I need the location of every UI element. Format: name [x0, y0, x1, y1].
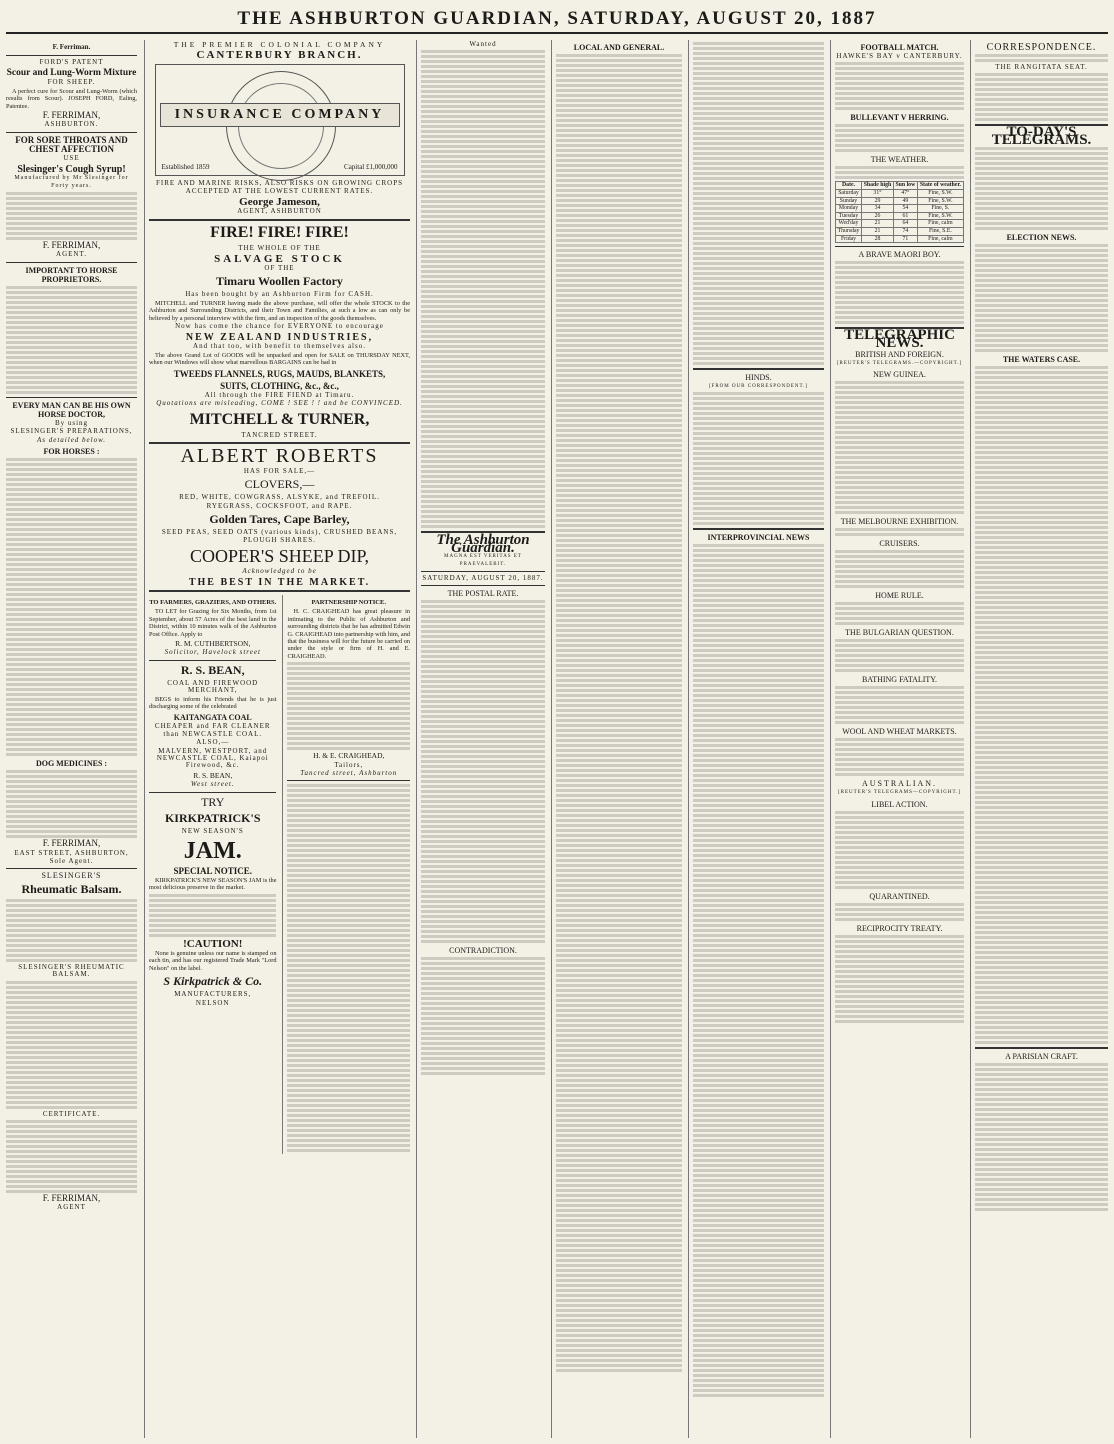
divider — [149, 219, 410, 221]
mitchell-description: MITCHELL and TURNER having made the above purchase, will offer the whole STOCK to the Ashburton and Surrounding Districts, and their Town and Families, at such a low as can only be believed by a personal interview with the firm, and an inspection of the goods themselves. — [149, 299, 410, 322]
salvage-stock: SALVAGE STOCK — [214, 253, 345, 266]
parisian-article — [975, 1063, 1108, 1211]
rheumatic-balsam-heading: Rheumatic Balsam. — [21, 881, 122, 896]
divider — [149, 442, 410, 444]
divider — [149, 792, 276, 793]
nelson: NELSON — [195, 998, 230, 1007]
jam-heading: JAM. — [183, 838, 242, 865]
cheaper-note: CHEAPER and FAR CLEANER than NEWCASTLE COAL. — [154, 722, 271, 738]
cell: 26 — [862, 212, 894, 220]
partnership-heading: PARTNERSHIP NOTICE. — [311, 599, 386, 607]
cuthbertson: R. M. CUTHBERTSON, — [175, 638, 251, 648]
scour-description: A perfect cure for Scour and Lung-Worm (which results from Scour). JOSEPH FORD, Ealing, Patentee. — [6, 87, 137, 110]
wanted-ads-text — [287, 784, 410, 1152]
correspondent-label: [FROM OUR CORRESPONDENT.] — [708, 384, 809, 389]
cell: 64 — [893, 220, 917, 228]
fire-heading: FIRE! FIRE! FIRE! — [210, 223, 349, 241]
divider — [835, 246, 964, 247]
wool-article — [835, 738, 964, 776]
for-horses-heading: FOR HORSES : — [43, 447, 100, 457]
has-for-sale: HAS FOR SALE,— — [243, 466, 316, 475]
timaru-factory: Timaru Woollen Factory — [216, 274, 343, 289]
cell: Fine, S.W. — [917, 197, 963, 205]
grazing-notice: TO LET for Grazing for Six Months, from 1st September, about 57 Acres of the best land in the District, within 10 minutes walk of the Ashburton Post Office. Apply to — [149, 608, 277, 638]
cell: 49 — [893, 197, 917, 205]
agent-label: AGENT — [57, 1203, 86, 1212]
try-label: TRY — [201, 794, 225, 809]
by-using: By using — [54, 418, 89, 427]
lower-right-ads — [282, 595, 410, 1154]
rheumatic-subheading: SLESINGER'S RHEUMATIC BALSAM. — [18, 962, 125, 979]
cell: 21 — [862, 220, 894, 228]
cell: Fine, calm — [917, 235, 963, 243]
col-shade: Shade high — [862, 182, 894, 190]
bean-body: BEGS to inform his Friends that he is just discharging some of the celebrated — [149, 695, 277, 710]
caution-body: None is genuine unless our name is stamped on each tin, and has our registered Trade Mark "Lord Nelson" on the label. — [149, 949, 277, 972]
cell: Fine, S.W. — [917, 190, 963, 198]
whole-of-the: THE WHOLE OF THE — [238, 243, 321, 252]
column-6 — [830, 40, 968, 1438]
local-news — [556, 54, 682, 1372]
coopers-sheep-dip: COOPER'S SHEEP DIP, — [189, 545, 370, 566]
ad-text — [6, 192, 137, 240]
certificate-heading: CERTIFICATE. — [42, 1109, 101, 1118]
cell: 61 — [893, 212, 917, 220]
col-state: State of weather. — [917, 182, 963, 190]
clover-types: RED, WHITE, COWGRASS, ALSYKE, and TREFOIL. — [179, 493, 380, 502]
ferriman-signature: F. FERRIMAN, — [42, 110, 101, 121]
west-street: West street. — [190, 780, 235, 789]
divider — [975, 1047, 1108, 1049]
parisian-heading: A PARISIAN CRAFT. — [1005, 1052, 1078, 1062]
fire-marine-risks: FIRE AND MARINE RISKS, ALSO RISKS ON GROWING CROPS ACCEPTED AT THE LOWEST CURRENT RATES. — [155, 179, 403, 195]
election-news-heading: ELECTION NEWS. — [1006, 233, 1077, 243]
divider — [421, 571, 545, 572]
divider — [149, 660, 276, 661]
cell: Thursday — [836, 227, 862, 235]
preparations-label: SLESINGER'S PREPARATIONS, — [10, 427, 133, 436]
todays-telegrams-heading: TO-DAY'S TELEGRAMS. — [991, 124, 1092, 148]
horse-medicine-text — [6, 458, 137, 756]
bulgarian-article — [835, 639, 964, 672]
balsam-text — [6, 899, 137, 962]
bean-signature: R. S. BEAN, — [193, 770, 233, 780]
divider — [6, 55, 137, 56]
manufactured-note: Manufactured by Mr Slesinger for Forty years. — [14, 175, 129, 189]
slesinger-label: SLESINGER'S — [41, 871, 102, 881]
horse-doctor-heading: EVERY MAN CAN BE HIS OWN HORSE DOCTOR, — [12, 400, 131, 419]
divider — [287, 780, 410, 781]
also-label: ALSO,— — [196, 738, 230, 747]
ferriman-signature: F. FERRIMAN, — [42, 240, 101, 251]
column-4 — [551, 40, 686, 1438]
football-article — [835, 62, 964, 110]
new-guinea-heading: NEW GUINEA. — [873, 370, 926, 380]
clovers: CLOVERS,— — [244, 477, 315, 492]
best-in-market: THE BEST IN THE MARKET. — [188, 577, 371, 589]
golden-tares: Golden Tares, Cape Barley, — [209, 512, 350, 527]
quotations-note: Quotations are misleading, COME ! SEE ! ! and be CONVINCED. — [156, 399, 403, 408]
special-body: KIRKPATRICK'S NEW SEASON'S JAM is the most delicious preserve in the market. — [149, 877, 277, 892]
hawkes-bay-label: HAWKE'S BAY v CANTERBURY. — [836, 52, 963, 60]
lower-left-ads — [149, 595, 276, 1154]
maori-boy-heading: A BRAVE MAORI BOY. — [858, 250, 941, 260]
postal-article — [421, 600, 545, 943]
bean-name: R. S. BEAN, — [180, 662, 245, 677]
local-general-heading: LOCAL AND GENERAL. — [573, 43, 665, 52]
tweeds-line: TWEEDS FLANNELS, RUGS, MAUDS, BLANKETS, — [173, 368, 386, 379]
contradiction-article — [421, 957, 545, 1075]
correspondence-intro — [975, 54, 1108, 62]
quarantined-article — [835, 903, 964, 921]
caution-heading: !CAUTION! — [183, 937, 243, 950]
scour-mixture-heading: Scour and Lung-Worm Mixture — [6, 68, 137, 79]
bulgarian-heading: THE BULGARIAN QUESTION. — [845, 628, 954, 638]
reuters-label: [REUTER'S TELEGRAMS.—COPYRIGHT.] — [836, 360, 963, 366]
manufacturers: MANUFACTURERS, — [174, 990, 252, 999]
quarantined-heading: QUARANTINED. — [869, 891, 930, 901]
for-sheep: FOR SHEEP. — [47, 78, 96, 87]
correspondence-heading: CORRESPONDENCE. — [986, 42, 1097, 53]
new-guinea-article — [835, 381, 964, 514]
waters-article — [975, 366, 1108, 1044]
reciprocity-article — [835, 935, 964, 1023]
benefit-note: And that too, with benefit to themselves also. — [193, 342, 366, 351]
cell: Tuesday — [836, 212, 862, 220]
cell: 21 — [862, 227, 894, 235]
maori-boy-article — [835, 261, 964, 324]
cell: Fine, S. — [917, 205, 963, 213]
partnership-text — [287, 662, 410, 750]
weather-intro — [835, 166, 964, 179]
weather-heading: THE WEATHER. — [870, 155, 929, 165]
tancred-st: Tancred street, Ashburton — [300, 769, 398, 777]
rangitata-heading: THE RANGITATA SEAT. — [995, 63, 1088, 71]
column-3 — [416, 40, 549, 1438]
libel-article — [835, 811, 964, 889]
seed-peas: SEED PEAS, SEED OATS (various kinds), CRUSHED BEANS, PLOUGH SHARES. — [161, 528, 398, 544]
lower-ads-row — [149, 595, 410, 1154]
divider — [6, 132, 137, 133]
malvern-coal: MALVERN, WESTPORT, and NEWCASTLE COAL, Kaiapoi Firewood, &c. — [156, 746, 269, 770]
mitchell-turner: MITCHELL & TURNER, — [189, 410, 370, 428]
gazette-title: The Ashburton Guardian. — [436, 532, 530, 556]
tancred-street: TANCRED STREET. — [241, 430, 318, 439]
masthead — [6, 6, 1108, 34]
local-news-continued — [693, 42, 824, 365]
bought-note: Has been bought by an Ashburton Firm for CASH. — [185, 290, 374, 299]
table-row — [836, 205, 964, 213]
cell: 31° — [862, 190, 894, 198]
solicitor: Solicitor, Havelock street — [164, 648, 261, 657]
contradiction-heading: CONTRADICTION. — [449, 946, 517, 956]
albert-roberts: ALBERT ROBERTS — [180, 444, 379, 467]
cell: Fine, calm — [917, 220, 963, 228]
agent-ashburton: AGENT, ASHBURTON — [237, 207, 322, 216]
capital-label: Capital £1,000,000 — [344, 163, 398, 171]
rangitata-letter — [975, 73, 1108, 121]
cell: 28 — [862, 235, 894, 243]
testimonial-text — [6, 286, 137, 394]
interprovincial-news — [693, 544, 824, 1397]
bullevant-heading: BULLEVANT V HERRING. — [850, 113, 949, 123]
jam-text — [149, 894, 276, 937]
melbourne-article — [835, 528, 964, 536]
wanted-ads — [421, 50, 545, 528]
acknowledged: Acknowledged to be — [242, 566, 317, 575]
column-5 — [688, 40, 828, 1438]
sore-throats-heading: FOR SORE THROATS AND CHEST AFFECTION — [15, 134, 128, 154]
col-sun: Sun low — [893, 182, 917, 190]
cell: 29 — [862, 197, 894, 205]
wool-wheat-heading: WOOL AND WHEAT MARKETS. — [842, 727, 957, 737]
craighead-signature: H. & E. CRAIGHEAD, — [313, 751, 385, 761]
kaitangata-coal: KAITANGATA COAL — [173, 713, 252, 723]
divider — [421, 585, 545, 586]
special-notice: SPECIAL NOTICE. — [173, 866, 252, 877]
cell: Friday — [836, 235, 862, 243]
libel-heading: LIBEL ACTION. — [871, 799, 928, 809]
tailors: Tailors, — [334, 760, 364, 769]
weather-table-header — [836, 182, 964, 190]
fords-patent: FORD'S PATENT — [39, 58, 104, 66]
bathing-article — [835, 686, 964, 724]
of-the: OF THE — [264, 264, 295, 273]
farmers-heading: TO FARMERS, GRAZIERS, AND OTHERS. — [149, 599, 277, 607]
football-heading: FOOTBALL MATCH. — [860, 43, 939, 52]
table-row — [836, 190, 964, 198]
masthead-title: THE ASHBURTON GUARDIAN, SATURDAY, AUGUST 20, 1887 — [237, 8, 877, 29]
established-label: Established 1859 — [161, 163, 210, 171]
cell: Monday — [836, 205, 862, 213]
home-rule-article — [835, 602, 964, 625]
cruisers-heading: CRUISERS. — [879, 539, 920, 549]
fire-fiend-note: All through the FIRE FIEND at Timaru. — [204, 390, 355, 399]
partnership-body: H. C. CRAIGHEAD has great pleasure in intimating to the Public of Ashburton and surrounding districts that he has admitted Edwin G. CRAIGHEAD into partnership with him, and that the business will for the future be carried on under the style or firm of H. and E. CRAIGHEAD. — [287, 608, 410, 660]
ferriman-signature: F. FERRIMAN, — [42, 1192, 101, 1203]
divider — [6, 397, 137, 398]
cell: Fine, S.W. — [917, 212, 963, 220]
s-kirkpatrick: S Kirkpatrick & Co. — [163, 974, 263, 989]
ashburton-label: ASHBURTON. — [44, 120, 99, 129]
cell: 47° — [893, 190, 917, 198]
election-article — [975, 244, 1108, 352]
sole-agent: Sole Agent. — [49, 856, 94, 865]
postal-rate-heading: THE POSTAL RATE. — [447, 589, 519, 599]
nz-industries: NEW ZEALAND INDUSTRIES, — [185, 332, 374, 344]
cell: Fine, S.E. — [917, 227, 963, 235]
table-row — [836, 220, 964, 228]
interprovincial-heading: INTERPROVINCIAL NEWS — [707, 533, 810, 543]
waters-case-heading: THE WATERS CASE. — [1002, 355, 1081, 365]
chance-note: Now has come the chance for EVERYONE to encourage — [175, 322, 384, 331]
use-label: USE — [63, 153, 80, 162]
east-street: EAST STREET, ASHBURTON, — [14, 848, 129, 857]
cell: 54 — [893, 205, 917, 213]
australian-heading: AUSTRALIAN. — [861, 779, 938, 789]
dog-medicines-heading: DOG MEDICINES : — [35, 759, 108, 769]
divider — [6, 262, 137, 263]
kirkpatricks: KIRKPATRICK'S — [164, 810, 261, 825]
column-7 — [970, 40, 1108, 1438]
ryegrass-line: RYEGRASS, COCKSFOOT, and RAPE. — [206, 501, 353, 510]
bathing-heading: BATHING FATALITY. — [861, 675, 938, 685]
divider — [693, 528, 824, 530]
british-foreign: BRITISH AND FOREIGN. — [855, 349, 944, 359]
divider — [6, 868, 137, 869]
divider — [693, 368, 824, 370]
as-detailed: As detailed below. — [37, 435, 106, 444]
certificate-text — [6, 1120, 137, 1193]
wanted-heading: Wanted — [469, 40, 497, 48]
insurance-company-seal — [155, 64, 405, 176]
column-2 — [144, 40, 414, 1438]
reuters-label-2: [REUTER'S TELEGRAMS—COPYRIGHT.] — [837, 790, 962, 796]
bullevant-article — [835, 124, 964, 152]
melbourne-heading: THE MELBOURNE EXHIBITION. — [840, 517, 959, 527]
seal-banner: INSURANCE COMPANY — [160, 103, 400, 127]
dog-medicine-text — [6, 770, 137, 838]
horse-proprietors-heading: IMPORTANT TO HORSE PROPRIETORS. — [25, 265, 118, 284]
cell: Wed'day — [836, 220, 862, 228]
weather-table — [835, 181, 964, 243]
hinds-article — [693, 392, 824, 525]
new-season: NEW SEASON'S — [181, 826, 244, 835]
gazette-motto: MAGNA EST VERITAS ET PRAEVALEBIT. — [444, 554, 522, 567]
cell: 71 — [893, 235, 917, 243]
cruisers-article — [835, 550, 964, 588]
table-row — [836, 212, 964, 220]
telegrams-article — [975, 147, 1108, 230]
divider — [149, 590, 410, 592]
reciprocity-heading: RECIPROCITY TREATY. — [856, 923, 943, 933]
table-row — [836, 227, 964, 235]
ferriman-header: F. Ferriman. — [52, 43, 91, 51]
goods-opened: The above Grand Lot of GOODS will be unpacked and open for SALE on THURSDAY NEXT, when our Windows will show what marvellous BARGAINS can be had in — [149, 351, 410, 367]
newspaper-page — [6, 6, 1108, 1438]
issue-date: SATURDAY, AUGUST 20, 1887. — [422, 574, 544, 583]
agent-label: AGENT. — [56, 250, 87, 259]
premier-company: THE PREMIER COLONIAL COMPANY — [173, 40, 386, 49]
hinds-heading: HINDS. — [745, 373, 772, 382]
cell: Saturday — [836, 190, 862, 198]
coal-merchant: COAL AND FIREWOOD MERCHANT, — [167, 678, 259, 695]
column-1 — [6, 40, 141, 1438]
cell: 34 — [862, 205, 894, 213]
balsam-text-2 — [6, 981, 137, 1109]
ferriman-signature: F. FERRIMAN, — [42, 838, 101, 849]
col-date: Date. — [836, 182, 862, 190]
cell: 74 — [893, 227, 917, 235]
cough-syrup-heading: Slesinger's Cough Syrup! — [17, 164, 126, 176]
george-jameson: George Jameson, — [239, 196, 320, 209]
canterbury-branch: CANTERBURY BRANCH. — [196, 49, 363, 62]
telegraphic-heading: TELEGRAPHIC NEWS. — [844, 327, 955, 351]
cell: Sunday — [836, 197, 862, 205]
suits-line: SUITS, CLOTHING, &c., &c., — [220, 380, 339, 391]
table-row — [836, 235, 964, 243]
table-row — [836, 197, 964, 205]
home-rule-heading: HOME RULE. — [875, 591, 924, 601]
